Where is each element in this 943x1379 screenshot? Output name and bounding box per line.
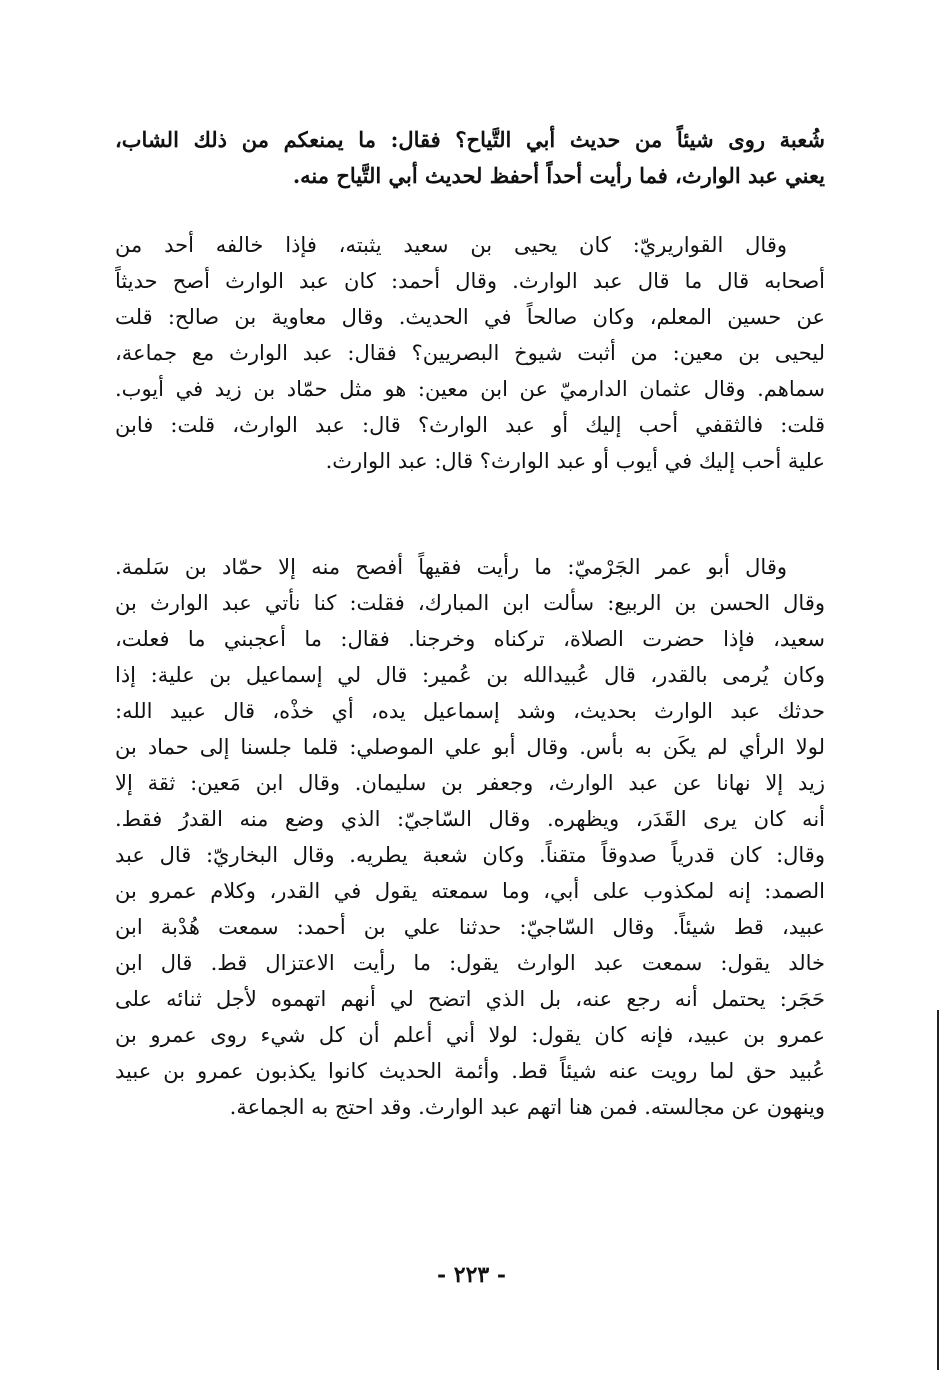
text-line: لولا الرأي لم يكَن به بأس. وقال أبو علي الموصلي: قلما جلسنا إلى حماد بن (115, 735, 825, 759)
text-line: أصحابه قال ما قال عبد الوارث. وقال أحمد: كان عبد الوارث أصح حديثاً (115, 269, 825, 293)
text-line: ليحيى بن معين: من أثبت شيوخ البصريين؟ فقال: عبد الوارث مع جماعة، (115, 341, 825, 365)
text-line: سعيد، فإذا حضرت الصلاة، تركناه وخرجنا. فقال: ما أعجبني ما فعلت، (115, 627, 825, 651)
text-line: عُبيد حق لما رويت عنه شيئاً قط. وأئمة الحديث كانوا يكذبون عمرو بن عبيد (115, 1059, 825, 1083)
text-line: زيد إلا نهانا عن عبد الوارث، وجعفر بن سليمان. وقال ابن مَعين: ثقة إلا (115, 771, 825, 795)
paragraph-2 (115, 227, 825, 479)
text-line: عن حسين المعلم، وكان صالحاً في الحديث. وقال معاوية بن صالح: قلت (115, 305, 825, 329)
text-line: وقال: كان قدرياً صدوقاً متقناً. وكان شعبة يطريه. وقال البخاريّ: قال عبد (115, 843, 825, 867)
paragraph-1 (115, 122, 825, 194)
text-line: حَجَر: يحتمل أنه رجع عنه، بل الذي اتضح لي أنهم اتهموه لأجل ثنائه على (115, 987, 825, 1011)
text-line: علية أحب إليك في أيوب أو عبد الوارث؟ قال: عبد الوارث. (325, 449, 825, 473)
text-line: عمرو بن عبيد، فإنه كان يقول: لولا أني أعلم أن كل شيء روى عمرو بن (115, 1023, 825, 1047)
paragraph-3 (115, 549, 825, 1125)
text-line: وينهون عن مجالسته. فمن هنا اتهم عبد الوارث. وقد احتج به الجماعة. (229, 1095, 825, 1119)
text-line: حدثك عبد الوارث بحديث، وشد إسماعيل يده، أي خذْه، قال عبيد الله: (115, 699, 825, 723)
text-line: وكان يُرمى بالقدر، قال عُبيدالله بن عُمير: قال لي إسماعيل بن علية: إذا (115, 663, 825, 687)
text-line: قلت: فالثقفي أحب إليك أو عبد الوارث؟ قال: عبد الوارث، قلت: فابن (115, 413, 825, 437)
text-line: وقال الحسن بن الربيع: سألت ابن المبارك، فقلت: كنا نأتي عبد الوارث بن (115, 591, 825, 615)
page-number: - ٢٢٣ - (436, 1262, 507, 1288)
text-line: عبيد، قط شيئاً. وقال السّاجيّ: حدثنا علي بن أحمد: سمعت هُدْبة ابن (115, 915, 825, 939)
scan-edge-divider (937, 1010, 939, 1370)
text-line: وقال القواريريّ: كان يحيى بن سعيد يثبته، فإذا خالفه أحد من (115, 233, 787, 257)
text-line: الصمد: إنه لمكذوب على أبي، وما سمعته يقول في القدر، وكلام عمرو بن (115, 879, 825, 903)
text-line: شُعبة روى شيئاً من حديث أبي التَّياح؟ فقال: ما يمنعكم من ذلك الشاب، (115, 127, 825, 152)
text-line: يعني عبد الوارث، فما رأيت أحداً أحفظ لحديث أبي التَّياح منه. (292, 163, 825, 188)
text-line: أنه كان يرى القَدَر، ويظهره. وقال السّاجيّ: الذي وضع منه القدرُ فقط. (115, 807, 825, 831)
text-line: سماهم. وقال عثمان الدارميّ عن ابن معين: هو مثل حمّاد بن زيد في أيوب. (115, 377, 825, 401)
text-line: وقال أبو عمر الجَرْميّ: ما رأيت فقيهاً أفصح منه إلا حمّاد بن سَلمة. (115, 555, 787, 579)
text-line: خالد يقول: سمعت عبد الوارث يقول: ما رأيت الاعتزال قط. قال ابن (115, 951, 825, 975)
